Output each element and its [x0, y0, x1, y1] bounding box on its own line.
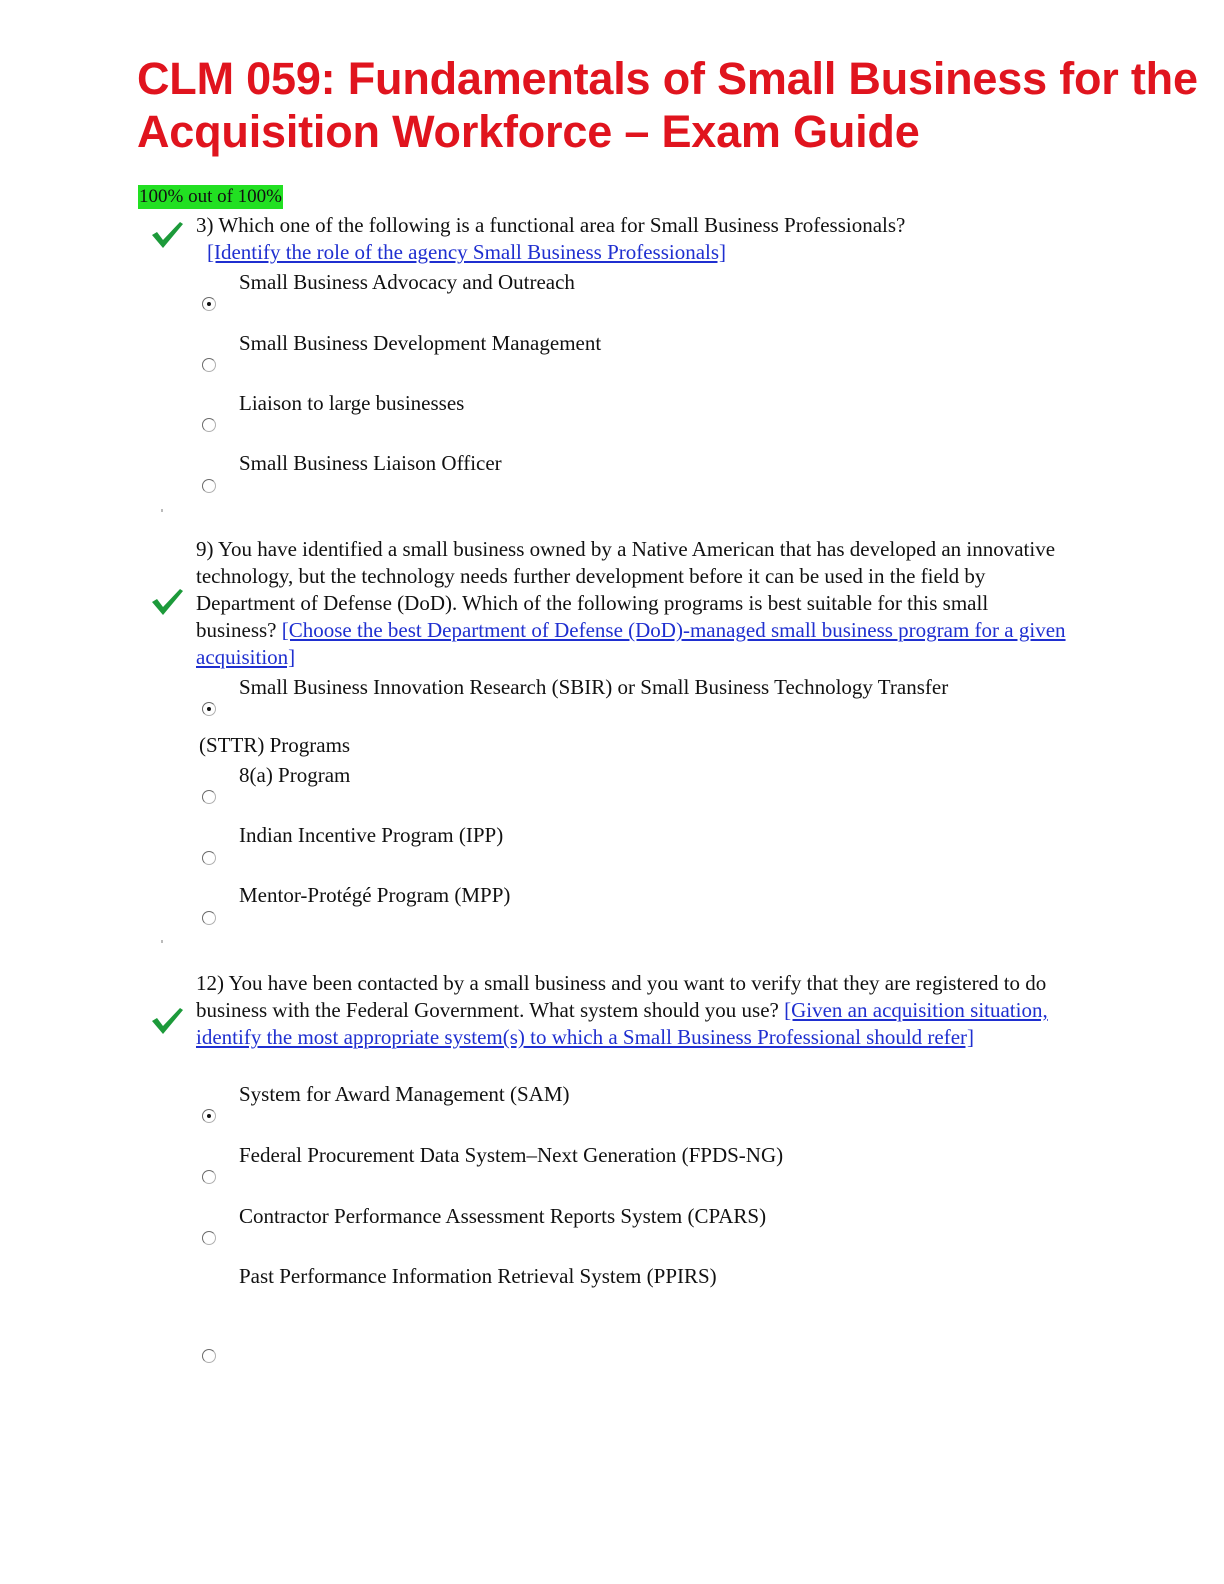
- green-checkmark-icon: [150, 220, 184, 250]
- question-9-option-1-label: Small Business Innovation Research (SBIR) or Small Business Technology Transfer: [239, 675, 949, 699]
- question-3-option-3-label: Liaison to large businesses: [239, 391, 465, 415]
- divider-mark: [161, 940, 163, 943]
- question-12-option-1-radio[interactable]: [202, 1109, 216, 1123]
- question-9-option-4-label: Mentor-Protégé Program (MPP): [239, 883, 511, 907]
- question-12-option-1-label: System for Award Management (SAM): [239, 1082, 570, 1106]
- question-12-option-3-label: Contractor Performance Assessment Reports System (CPARS): [239, 1204, 767, 1228]
- question-3-option-2-label: Small Business Development Management: [239, 331, 602, 355]
- question-9-option-2-label: 8(a) Program: [239, 763, 351, 787]
- question-3: [196, 212, 1076, 266]
- divider-mark: [161, 509, 163, 512]
- question-12-option-4-radio[interactable]: [202, 1349, 216, 1363]
- question-9-option-3-label: Indian Incentive Program (IPP): [239, 823, 504, 847]
- question-9-option-4-radio[interactable]: [202, 911, 216, 925]
- question-3-option-1-radio[interactable]: [202, 297, 216, 311]
- question-12-option-4-label: Past Performance Information Retrieval System (PPIRS): [239, 1264, 717, 1288]
- question-12-option-2-radio[interactable]: [202, 1170, 216, 1184]
- question-9-option-3-radio[interactable]: [202, 851, 216, 865]
- score-badge: 100% out of 100%: [139, 186, 283, 207]
- question-9-option-1-radio[interactable]: [202, 702, 216, 716]
- question-3-text: 3) Which one of the following is a functional area for Small Business Professionals?: [196, 213, 906, 237]
- question-12: [196, 970, 1056, 1051]
- question-3-option-4-label: Small Business Liaison Officer: [239, 451, 502, 475]
- question-9-objective-link[interactable]: [Choose the best Department of Defense (DoD)-managed small business program for a given acquisition]: [196, 618, 1066, 669]
- question-9-option-2-radio[interactable]: [202, 790, 216, 804]
- question-12-objective-link[interactable]: [Given an acquisition situation, identify the most appropriate system(s) to which a Small Business Professional should refer]: [196, 998, 1048, 1049]
- question-3-option-2-radio[interactable]: [202, 358, 216, 372]
- question-12-text: 12) You have been contacted by a small business and you want to verify that they are registered to do business with the Federal Government. What system should you use?: [196, 971, 1047, 1022]
- page-title: CLM 059: Fundamentals of Small Business for the Acquisition Workforce – Exam Guide: [137, 53, 1198, 157]
- question-12-option-3-radio[interactable]: [202, 1231, 216, 1245]
- question-3-option-1-label: Small Business Advocacy and Outreach: [239, 270, 575, 294]
- question-9: [196, 536, 1066, 671]
- question-9-text: 9) You have identified a small business owned by a Native American that has developed an innovative technology, but the technology needs further development before it can be used in the field by Department of Defense (DoD). Which of the following programs is best suitable for this small business?: [196, 537, 1056, 642]
- green-checkmark-icon: [150, 587, 184, 617]
- question-3-option-4-radio[interactable]: [202, 479, 216, 493]
- question-12-option-2-label: Federal Procurement Data System–Next Generation (FPDS-NG): [239, 1143, 784, 1167]
- question-3-option-3-radio[interactable]: [202, 418, 216, 432]
- green-checkmark-icon: [150, 1006, 184, 1036]
- question-9-option-1-label-continuation: (STTR) Programs: [199, 733, 351, 757]
- question-3-objective-link[interactable]: [Identify the role of the agency Small Business Professionals]: [207, 240, 727, 264]
